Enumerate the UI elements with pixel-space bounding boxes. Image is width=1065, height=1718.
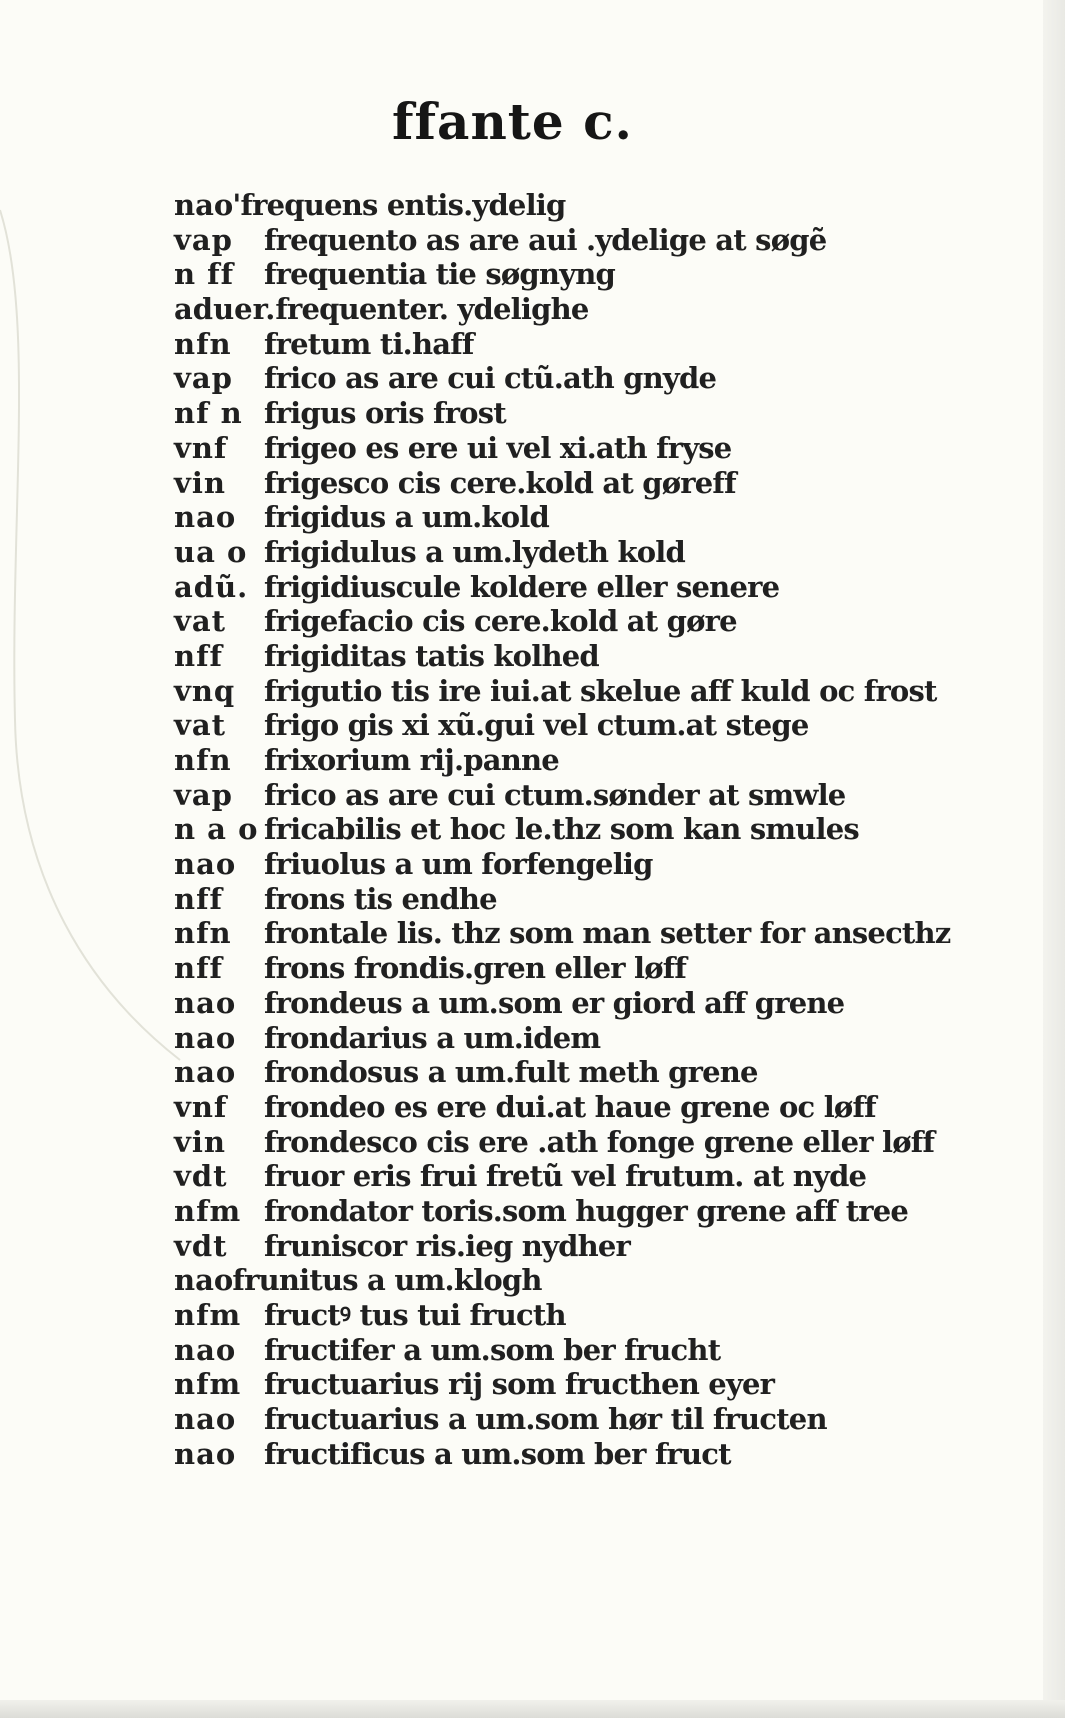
entry-text: frico as are cui ctum.sønder at smwle — [264, 777, 846, 812]
dictionary-entry — [174, 708, 954, 743]
dictionary-entry — [174, 743, 954, 778]
grammar-code: nff — [174, 638, 224, 673]
grammar-code: vnf — [174, 1089, 228, 1124]
grammar-code: nfm — [174, 1367, 242, 1402]
dictionary-entry — [174, 570, 954, 605]
dictionary-entry — [174, 1090, 954, 1125]
entry-text: frigiditas tatis kolhed — [264, 638, 599, 673]
grammar-code: nfn — [174, 743, 232, 777]
dictionary-entry — [174, 916, 954, 951]
entry-text: fricabilis et hoc le.thz som kan smules — [264, 812, 859, 847]
dictionary-entry — [174, 1367, 954, 1402]
grammar-code: vap — [174, 361, 233, 396]
entry-text: frondarius a um.idem — [264, 1020, 601, 1055]
grammar-code: vat — [174, 604, 227, 639]
entry-text: frigus oris frost — [264, 396, 506, 431]
grammar-code: nfn — [174, 916, 232, 951]
entry-text: frons tis endhe — [264, 881, 497, 916]
scan-right-edge — [1043, 0, 1065, 1718]
dictionary-entry — [174, 1229, 954, 1264]
page-heading: ffante c. — [392, 92, 633, 151]
dictionary-entry — [174, 604, 954, 639]
dictionary-entry — [174, 500, 954, 535]
dictionary-entry — [174, 223, 954, 258]
entry-text: friuolus a um forfengelig — [264, 847, 653, 882]
entry-text: fructificus a um.som ber fruct — [264, 1436, 731, 1471]
dictionary-entry — [174, 674, 954, 709]
grammar-code: ua o — [174, 534, 248, 569]
dictionary-entry — [174, 1021, 954, 1056]
dictionary-entry — [174, 1437, 954, 1472]
grammar-code: vnf — [174, 430, 228, 465]
entry-text: fruor eris frui fretũ vel frutum. at nyde — [264, 1159, 867, 1194]
entry-text: fructifer a um.som ber frucht — [264, 1332, 721, 1367]
dictionary-entry — [174, 639, 954, 674]
grammar-code: nf n — [174, 396, 243, 431]
entry-text: frequentia tie søgnyng — [264, 257, 616, 292]
grammar-code: nao — [174, 985, 237, 1020]
grammar-code: nfn — [174, 326, 232, 361]
dictionary-entry — [174, 1125, 954, 1160]
dictionary-entry — [174, 882, 954, 917]
grammar-code: nff — [174, 951, 224, 986]
grammar-code: nfm — [174, 1298, 242, 1332]
entry-text: fructuarius a um.som hør til fructen — [264, 1402, 827, 1437]
entry-text: frigidulus a um.lydeth kold — [264, 534, 686, 569]
grammar-code: n a o — [174, 812, 259, 847]
grammar-code: na — [174, 1263, 214, 1298]
entry-text: frigeo es ere ui vel xi.ath fryse — [264, 430, 732, 465]
entry-text: frondesco cis ere .ath fonge grene eller løff — [264, 1124, 935, 1159]
grammar-code: nao — [174, 1055, 237, 1090]
grammar-code: vat — [174, 708, 227, 743]
grammar-code: adũ. — [174, 569, 249, 604]
dictionary-entry — [174, 986, 954, 1021]
dictionary-entry — [174, 431, 954, 466]
grammar-code: vap — [174, 777, 233, 812]
dictionary-entry — [174, 1402, 954, 1437]
entry-text: frigo gis xi xũ.gui vel ctum.at stege — [264, 708, 809, 743]
entry-text: frigefacio cis cere.kold at gøre — [264, 604, 737, 639]
entry-text: frondator toris.som hugger grene aff tree — [264, 1193, 909, 1228]
entry-text: frondeus a um.som er giord aff grene — [264, 985, 845, 1020]
grammar-code: n ff — [174, 257, 235, 292]
dictionary-entry — [174, 1159, 954, 1194]
grammar-code: vap — [174, 222, 233, 257]
dictionary-entry — [174, 188, 954, 223]
dictionary-entry — [174, 1263, 954, 1298]
grammar-code: vdt — [174, 1159, 228, 1194]
grammar-code: nao — [174, 1020, 237, 1055]
entry-text: fructuarius rij som fructhen eyer — [264, 1367, 775, 1402]
entry-text: o'frequens entis.ydelig — [213, 188, 566, 222]
grammar-code: nff — [174, 881, 224, 916]
entry-text: frigidus a um.kold — [264, 500, 549, 535]
grammar-code: vnq — [174, 673, 236, 708]
dictionary-entry — [174, 327, 954, 362]
dictionary-entry — [174, 812, 954, 847]
entry-text: fructꝰ tus tui fructh — [264, 1298, 566, 1332]
dictionary-entry — [174, 396, 954, 431]
dictionary-entry-list — [174, 188, 954, 1471]
dictionary-entry — [174, 361, 954, 396]
entry-text: frigesco cis cere.kold at gøreff — [264, 465, 736, 500]
dictionary-entry — [174, 1194, 954, 1229]
dictionary-entry — [174, 847, 954, 882]
entry-text: frixorium rij.panne — [264, 743, 559, 777]
grammar-code: nfm — [174, 1193, 242, 1228]
grammar-code: na — [174, 188, 214, 222]
grammar-code: nao — [174, 500, 237, 535]
grammar-code: aduer. — [174, 292, 276, 327]
dictionary-entry — [174, 1333, 954, 1368]
grammar-code: nao — [174, 1402, 237, 1437]
paper-curl-shadow — [0, 0, 200, 1100]
entry-text: frequenter. ydelighe — [275, 292, 589, 327]
entry-text: frequento as are aui .ydelige at søgẽ — [264, 222, 827, 257]
scan-bottom-edge — [0, 1700, 1065, 1718]
grammar-code: nao — [174, 1332, 237, 1367]
entry-text: frontale lis. thz som man setter for ansecthz — [264, 916, 951, 951]
grammar-code: vdt — [174, 1228, 228, 1263]
entry-text: frigidiuscule koldere eller senere — [264, 569, 780, 604]
entry-text: fretum ti.haff — [264, 326, 474, 361]
entry-text: ofrunitus a um.klogh — [213, 1263, 542, 1298]
grammar-code: nao — [174, 1436, 237, 1471]
entry-text: frondeo es ere dui.at haue grene oc løff — [264, 1089, 876, 1124]
entry-text: frigutio tis ire iui.at skelue aff kuld oc frost — [264, 673, 937, 708]
entry-text: frico as are cui ctũ.ath gnyde — [264, 361, 717, 396]
dictionary-entry — [174, 292, 954, 327]
grammar-code: vin — [174, 1124, 226, 1159]
entry-text: frons frondis.gren eller løff — [264, 951, 687, 986]
grammar-code: nao — [174, 847, 237, 882]
entry-text: fruniscor ris.ieg nydher — [264, 1228, 631, 1263]
entry-text: frondosus a um.fult meth grene — [264, 1055, 758, 1090]
dictionary-entry — [174, 951, 954, 986]
dictionary-entry — [174, 1298, 954, 1333]
dictionary-entry — [174, 535, 954, 570]
grammar-code: vin — [174, 465, 226, 500]
dictionary-entry — [174, 257, 954, 292]
dictionary-entry — [174, 466, 954, 501]
dictionary-entry — [174, 778, 954, 813]
dictionary-entry — [174, 1055, 954, 1090]
